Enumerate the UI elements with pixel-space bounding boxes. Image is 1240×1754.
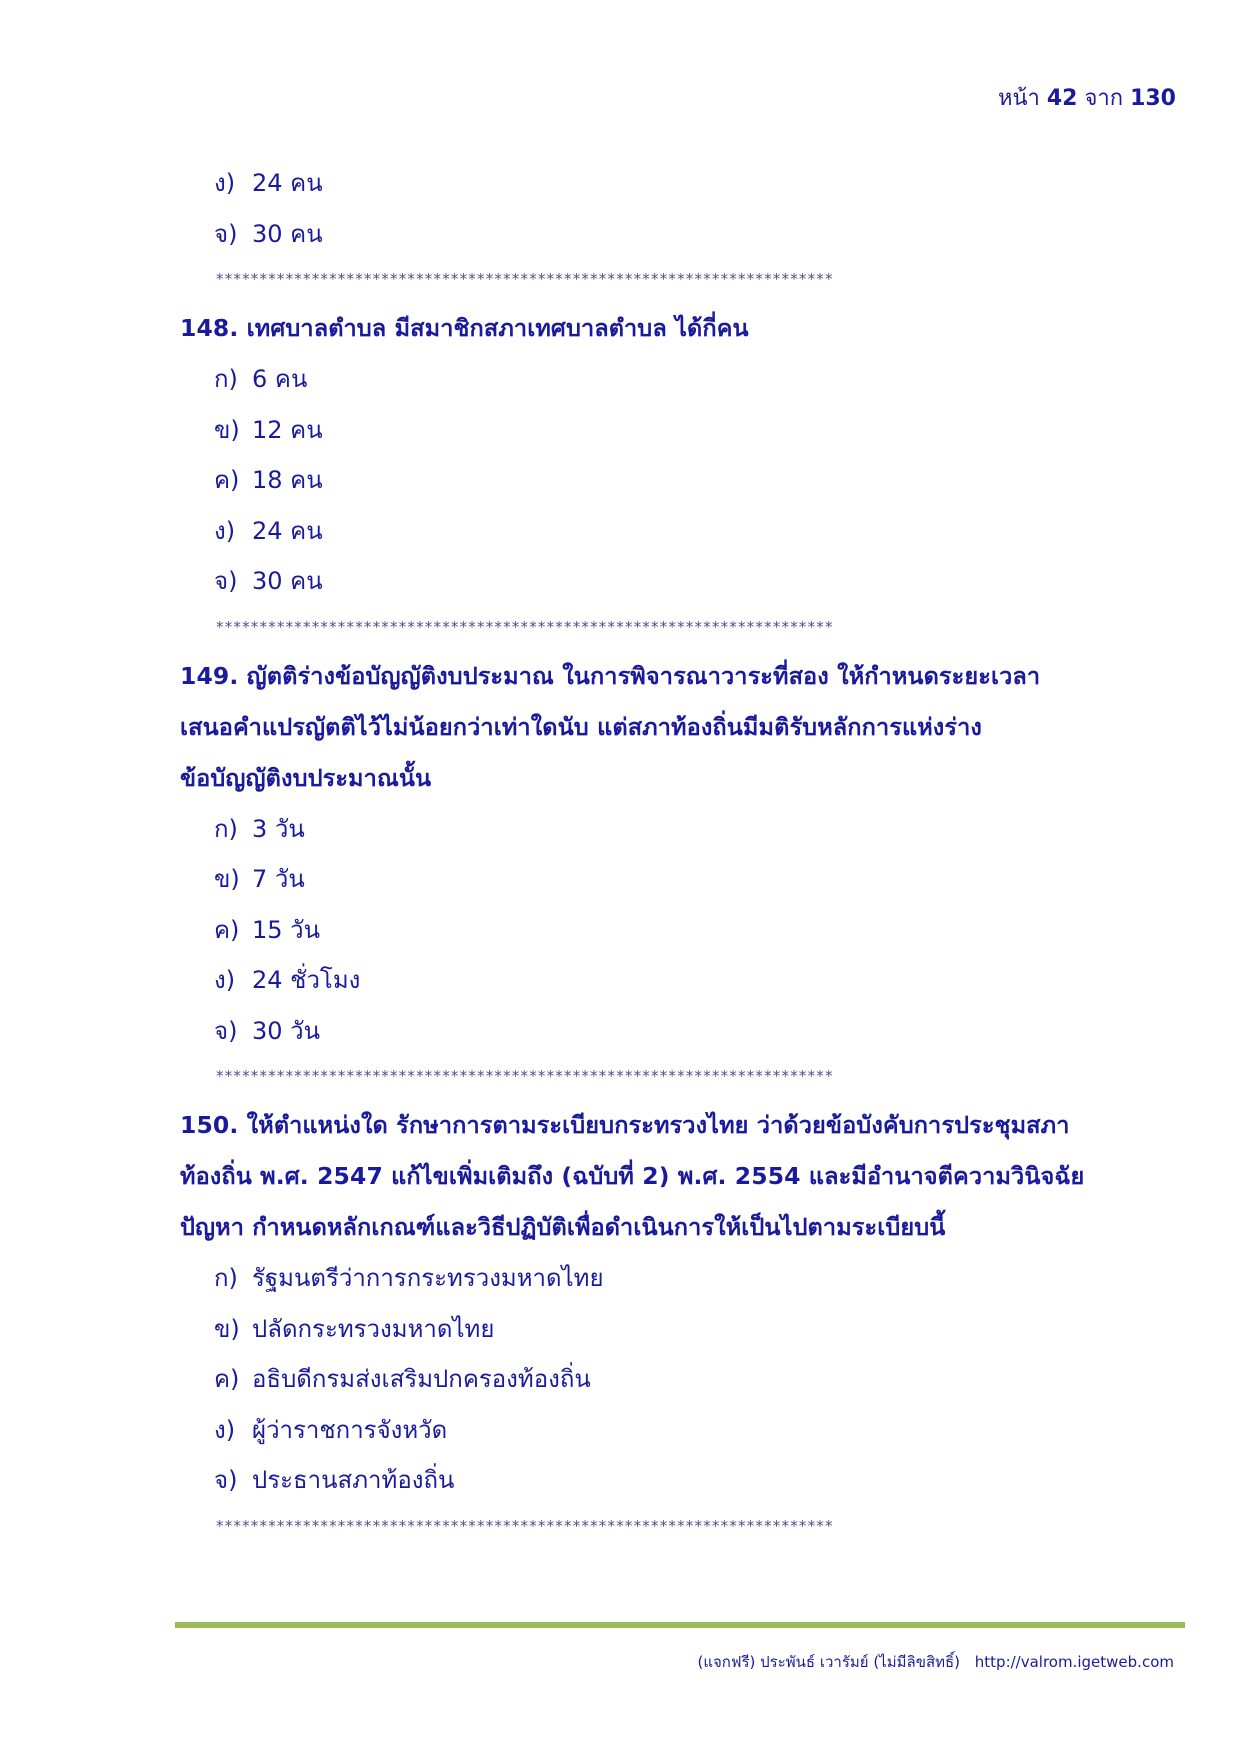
- option-letter: จ): [214, 1016, 238, 1045]
- option-letter: ค): [214, 1365, 240, 1393]
- option-letter: ข): [214, 1314, 240, 1343]
- question-text-line: 150. ให้ตำแหน่งใด รักษาการตามระเบียบกระทรวงไทย ว่าด้วยข้อบังคับการประชุมสภา: [180, 1111, 1070, 1139]
- separator-line: ***********************************************************************: [216, 1516, 834, 1535]
- question-text-line: ข้อบัญญัติงบประมาณนั้น: [180, 763, 432, 792]
- option-item: [180, 405, 1182, 456]
- option-text: 24 คน: [252, 169, 323, 197]
- question-text-line: ปัญหา กำหนดหลักเกณฑ์และวิธีปฏิบัติเพื่อดำเนินการให้เป็นไปตามระเบียบนี้: [180, 1213, 946, 1241]
- option-letter: ง): [214, 1415, 236, 1444]
- option-text: 12 คน: [252, 415, 323, 444]
- option-text: 7 วัน: [252, 865, 305, 893]
- option-text: ปลัดกระทรวงมหาดไทย: [252, 1314, 495, 1343]
- page-number-header: [998, 80, 1176, 115]
- option-letter: ข): [214, 415, 240, 444]
- option-letter: ง): [214, 516, 236, 545]
- option-item: [180, 556, 1182, 607]
- option-text: 6 คน: [252, 365, 308, 393]
- question-text-line: 148. เทศบาลตำบล มีสมาชิกสภาเทศบาลตำบล ได้กี่คน: [180, 314, 749, 342]
- page-number: 42: [1046, 86, 1078, 111]
- option-text: 3 วัน: [252, 814, 305, 843]
- page-of-label: จาก: [1084, 86, 1124, 111]
- option-item: [180, 209, 1182, 260]
- question-text-line: เสนอคำแปรญัตติไว้ไม่น้อยกว่าเท่าใดนับ แต่สภาท้องถิ่นมีมติรับหลักการแห่งร่าง: [180, 712, 982, 741]
- option-text: 30 คน: [252, 567, 323, 595]
- page-prefix: หน้า: [997, 86, 1040, 111]
- question-149: [180, 651, 1182, 804]
- option-letter: จ): [214, 219, 238, 248]
- option-letter: ก): [214, 814, 238, 843]
- option-list: [180, 1253, 1182, 1506]
- option-letter: ค): [214, 466, 240, 494]
- option-letter: ก): [214, 1264, 238, 1292]
- option-item: [180, 854, 1182, 905]
- option-list: [180, 354, 1182, 607]
- option-text: 18 คน: [252, 466, 323, 494]
- option-text: 24 ชั่วโมง: [252, 966, 361, 994]
- option-letter: ค): [214, 915, 240, 944]
- option-letter: ง): [214, 966, 236, 994]
- footer-divider: [175, 1622, 1185, 1628]
- question-text-line: ท้องถิ่น พ.ศ. 2547 แก้ไขเพิ่มเติมถึง (ฉบับที่ 2) พ.ศ. 2554 และมีอำนาจตีความวินิจฉัย: [180, 1162, 1085, 1190]
- option-item: [180, 1253, 1182, 1304]
- footer-url-link[interactable]: http://valrom.igetweb.com: [974, 1653, 1174, 1671]
- option-text: รัฐมนตรีว่าการกระทรวงมหาดไทย: [252, 1264, 604, 1292]
- question-text-line: 149. ญัตติร่างข้อบัญญัติงบประมาณ ในการพิจารณาวาระที่สอง ให้กำหนดระยะเวลา: [180, 661, 1041, 690]
- question-150: [180, 1100, 1182, 1253]
- option-letter: จ): [214, 1466, 238, 1494]
- option-item: [180, 506, 1182, 557]
- option-item: [180, 1304, 1182, 1355]
- total-pages: 130: [1130, 86, 1176, 111]
- option-item: [180, 354, 1182, 405]
- option-item: [180, 1354, 1182, 1405]
- option-item: [180, 955, 1182, 1006]
- option-text: 15 วัน: [252, 915, 321, 944]
- option-item: [180, 1405, 1182, 1456]
- footer-credit: (แจกฟรี) ประพันธ์ เวารัมย์ (ไม่มีลิขสิทธิ์): [697, 1653, 960, 1671]
- option-text: 30 คน: [252, 219, 323, 248]
- option-item: [180, 1455, 1182, 1506]
- option-letter: ง): [214, 169, 236, 197]
- option-text: ประธานสภาท้องถิ่น: [252, 1466, 455, 1494]
- option-item: [180, 455, 1182, 506]
- document-body: [180, 158, 1182, 1546]
- option-list: [180, 804, 1182, 1057]
- separator-line: ***********************************************************************: [216, 1067, 834, 1085]
- option-letter: ก): [214, 365, 238, 393]
- option-text: อธิบดีกรมส่งเสริมปกครองท้องถิ่น: [252, 1365, 591, 1393]
- option-letter: จ): [214, 567, 238, 595]
- option-item: [180, 905, 1182, 956]
- option-list: [180, 158, 1182, 259]
- option-text: 24 คน: [252, 516, 323, 545]
- option-text: 30 วัน: [252, 1016, 321, 1045]
- separator-line: ***********************************************************************: [216, 270, 834, 288]
- option-letter: ข): [214, 865, 240, 893]
- option-item: [180, 158, 1182, 209]
- footer: [697, 1650, 1174, 1674]
- option-item: [180, 804, 1182, 855]
- option-text: ผู้ว่าราชการจังหวัด: [252, 1415, 448, 1444]
- option-item: [180, 1006, 1182, 1057]
- question-148: [180, 303, 1182, 354]
- separator-line: ***********************************************************************: [216, 617, 834, 636]
